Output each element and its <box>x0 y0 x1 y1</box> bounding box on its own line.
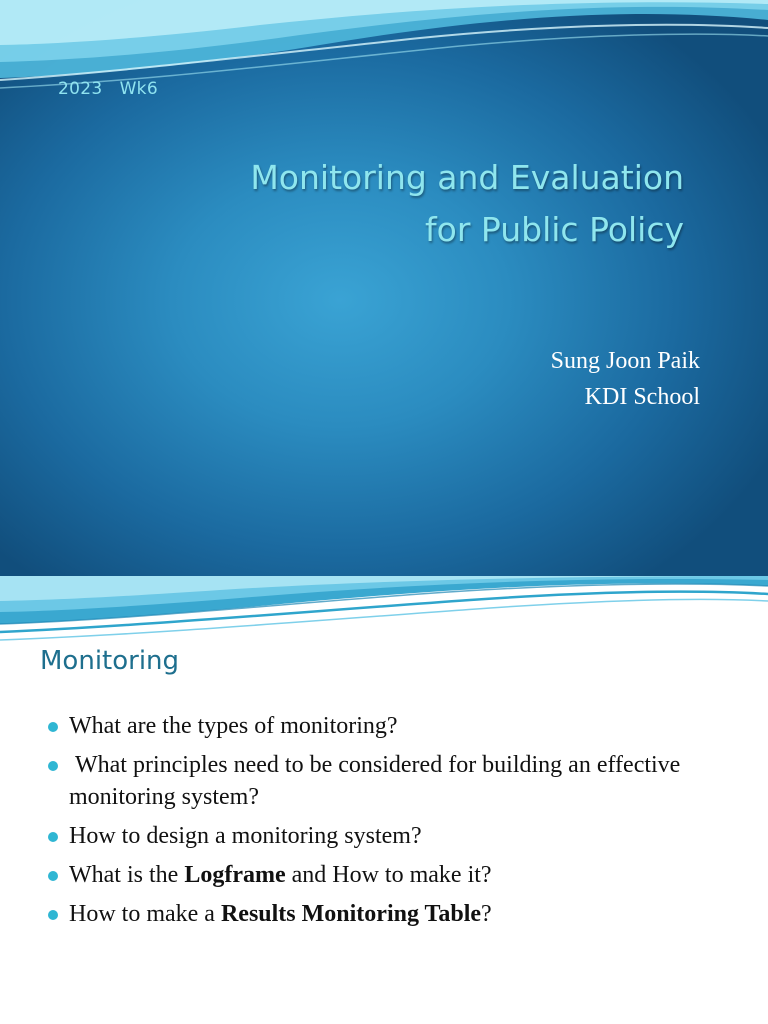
bullet-dot-icon <box>48 761 58 771</box>
list-item <box>48 820 738 852</box>
author-affiliation: KDI School <box>584 384 700 410</box>
slide-heading: Monitoring <box>40 646 180 676</box>
list-item-text: What principles need to be considered for building an effective monitoring system? <box>69 752 687 810</box>
content-slide <box>0 576 768 1024</box>
bullet-list <box>48 710 738 937</box>
list-item-emphasis: Results Monitoring Table <box>220 901 482 927</box>
decorative-wave-banner <box>0 576 768 651</box>
list-item-text-after: ? <box>481 901 492 927</box>
list-item-text-before: How to make a <box>69 901 221 927</box>
author-name: Sung Joon Paik <box>550 348 700 374</box>
list-item-emphasis: Logframe <box>184 862 286 888</box>
slide-title <box>64 152 684 256</box>
list-item-text: How to design a monitoring system? <box>69 823 422 849</box>
bullet-dot-icon <box>48 722 58 732</box>
bullet-dot-icon <box>48 832 58 842</box>
bullet-dot-icon <box>48 910 58 920</box>
slide-title-line-1: Monitoring and Evaluation <box>250 158 684 197</box>
bullet-dot-icon <box>48 871 58 881</box>
list-item <box>48 898 738 930</box>
list-item <box>48 859 738 891</box>
date-label: 2023 Wk6 <box>58 79 158 99</box>
list-item <box>48 749 738 813</box>
slide-title-line-2: for Public Policy <box>425 210 684 249</box>
list-item <box>48 710 738 742</box>
list-item-text-before: What is the <box>69 862 185 888</box>
list-item-text: What are the types of monitoring? <box>69 713 398 739</box>
author-block <box>300 343 700 415</box>
list-item-text-after: and How to make it? <box>285 862 492 888</box>
